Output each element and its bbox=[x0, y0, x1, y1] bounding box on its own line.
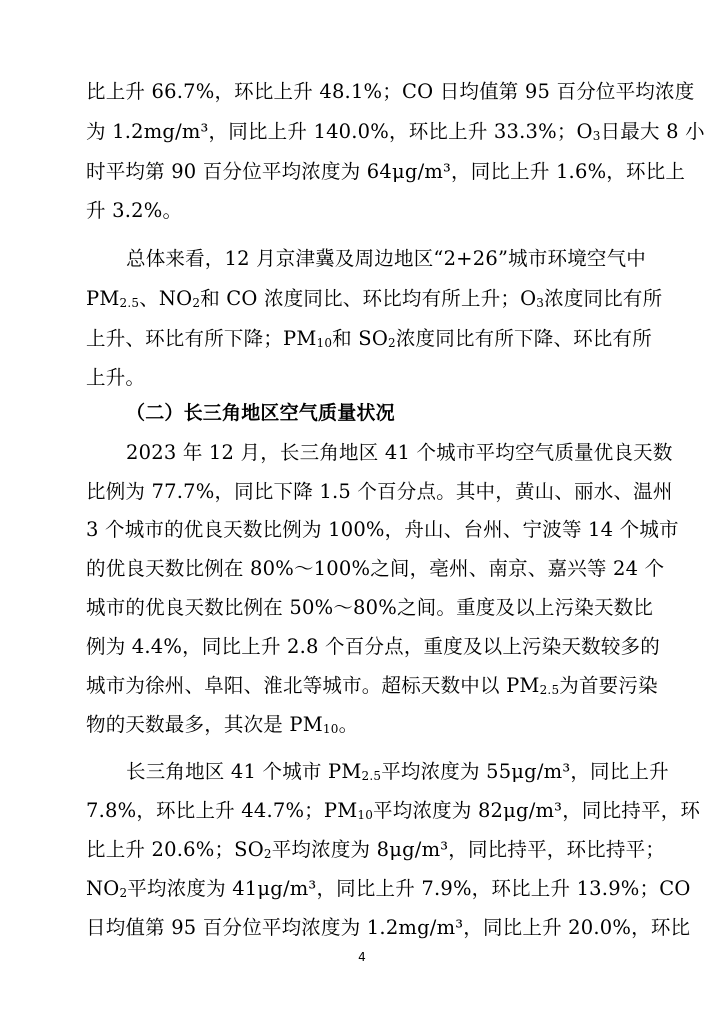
paragraph-line: 比例为 77.7%，同比下降 1.5 个百分点。其中，黄山、丽水、温州 bbox=[86, 480, 673, 503]
paragraph-line: 7.8%，环比上升 44.7%；$PM_{10}$平均浓度为 82μg/m³，同比持平，环 bbox=[86, 799, 701, 822]
paragraph-line: 2023 年 12 月，长三角地区 41 个城市平均空气质量优良天数 bbox=[126, 441, 673, 464]
paragraph-line: 物的天数最多，其次是 $PM_{10}$。 bbox=[86, 713, 359, 736]
section-heading: （二）长三角地区空气质量状况 bbox=[126, 402, 395, 424]
paragraph-line: 的优良天数比例在 80%～100%之间，亳州、南京、嘉兴等 24 个 bbox=[86, 557, 665, 580]
paragraph-line: $PM_{2.5}$、$NO_2$和 CO 浓度同比、环比均有所上升；$O_3$浓度同比有所 bbox=[86, 287, 663, 310]
paragraph-line: 时平均第 90 百分位平均浓度为 64μg/m³，同比上升 1.6%，环比上 bbox=[86, 160, 686, 183]
paragraph-line: 长三角地区 41 个城市 $PM_{2.5}$平均浓度为 55μg/m³，同比上升 bbox=[126, 760, 669, 783]
paragraph-line: 城市为徐州、阜阳、淮北等城市。超标天数中以 $PM_{2.5}$为首要污染 bbox=[86, 674, 658, 697]
paragraph-line: 比上升 20.6%；$SO_2$平均浓度为 8μg/m³，同比持平，环比持平； bbox=[86, 838, 665, 861]
paragraph-line: 上升。 bbox=[86, 366, 146, 389]
paragraph-line: 比上升 66.7%，环比上升 48.1%；CO 日均值第 95 百分位平均浓度 bbox=[86, 80, 695, 103]
paragraph-line: 例为 4.4%，同比上升 2.8 个百分点，重度及以上污染天数较多的 bbox=[86, 635, 660, 658]
paragraph-line: 上升、环比有所下降；$PM_{10}$和 $SO_2$浓度同比有所下降、环比有所 bbox=[86, 327, 652, 350]
paragraph-line: 3 个城市的优良天数比例为 100%，舟山、台州、宁波等 14 个城市 bbox=[86, 518, 679, 541]
paragraph-line: 城市的优良天数比例在 50%～80%之间。重度及以上污染天数比 bbox=[86, 596, 654, 619]
page-number: 4 bbox=[358, 950, 366, 964]
paragraph-line: 总体来看，12 月京津冀及周边地区“2+26”城市环境空气中 bbox=[126, 247, 647, 270]
paragraph-line: $NO_2$平均浓度为 41μg/m³，同比上升 7.9%，环比上升 13.9%；CO bbox=[86, 877, 691, 900]
paragraph-line: 日均值第 95 百分位平均浓度为 1.2mg/m³，同比上升 20.0%，环比 bbox=[86, 916, 691, 939]
paragraph-line: 升 3.2%。 bbox=[86, 199, 183, 222]
paragraph-line: 为 1.2mg/m³，同比上升 140.0%，环比上升 33.3%；$O_3$日最大 8 小 bbox=[86, 120, 705, 143]
